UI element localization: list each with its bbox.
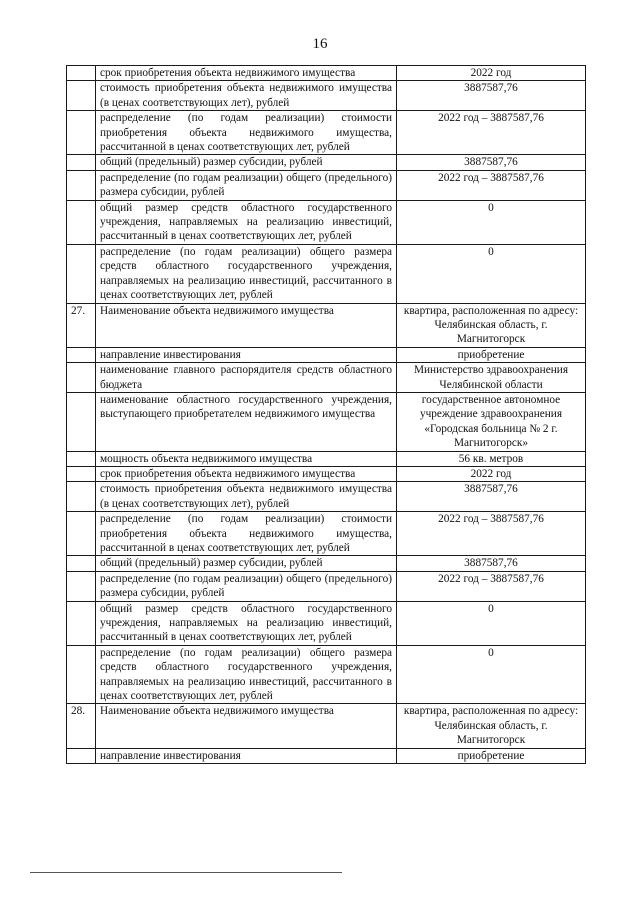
row-number [67,66,96,81]
row-number [67,244,96,303]
table-row [67,392,586,451]
row-number [67,482,96,512]
parameter-value: 3887587,76 [397,482,586,512]
table-row [67,155,586,170]
table-row [67,645,586,704]
parameter-name: Наименование объекта недвижимого имущества [96,303,397,347]
parameter-name: общий (предельный) размер субсидии, рублей [96,556,397,571]
row-number [67,155,96,170]
table-row [67,347,586,362]
row-number [67,200,96,244]
row-number [67,556,96,571]
row-number [67,392,96,451]
parameter-value: 3887587,76 [397,556,586,571]
table-row [67,200,586,244]
parameter-value: 2022 год [397,66,586,81]
parameter-value: 2022 год – 3887587,76 [397,512,586,556]
parameter-value: государственное автономное учреждение здравоохранения «Городская больница № 2 г. Магнитогорск» [397,392,586,451]
parameter-value: 2022 год – 3887587,76 [397,571,586,601]
table-row [67,466,586,481]
table-row [67,704,586,748]
parameter-value: приобретение [397,748,586,763]
parameter-value: 2022 год [397,466,586,481]
parameter-name: распределение (по годам реализации) стоимости приобретения объекта недвижимого имущества, рассчитанной в ценах соответствующих лет, рублей [96,512,397,556]
parameter-value: 3887587,76 [397,155,586,170]
table-row [67,66,586,81]
row-number [67,347,96,362]
row-number [67,748,96,763]
parameter-value: 56 кв. метров [397,451,586,466]
parameter-value: 0 [397,645,586,704]
parameter-value: квартира, расположенная по адресу: Челябинская область, г. Магнитогорск [397,303,586,347]
row-number [67,111,96,155]
table-row [67,303,586,347]
row-number [67,363,96,393]
parameter-name: распределение (по годам реализации) общего размера средств областного государственного учреждения, направляемых на реализацию инвестиций, рассчитанного в ценах соответствующих лет, рублей [96,244,397,303]
table-row [67,244,586,303]
parameter-value: 2022 год – 3887587,76 [397,111,586,155]
parameter-value: 0 [397,200,586,244]
row-number [67,81,96,111]
parameter-name: срок приобретения объекта недвижимого имущества [96,466,397,481]
parameter-name: мощность объекта недвижимого имущества [96,451,397,466]
table-row [67,556,586,571]
parameter-name: общий размер средств областного государственного учреждения, направляемых на реализацию инвестиций, рассчитанный в ценах соответствующих лет, рублей [96,601,397,645]
table-row [67,748,586,763]
parameter-name: направление инвестирования [96,347,397,362]
row-number [67,571,96,601]
parameter-name: распределение (по годам реализации) общего (предельного) размера субсидии, рублей [96,170,397,200]
row-number: 27. [67,303,96,347]
parameter-name: распределение (по годам реализации) стоимости приобретения объекта недвижимого имущества, рассчитанной в ценах соответствующих лет, рублей [96,111,397,155]
page-number: 16 [312,36,328,52]
parameter-name: наименование областного государственного учреждения, выступающего приобретателем недвижимого имущества [96,392,397,451]
row-number [67,451,96,466]
parameter-name: общий (предельный) размер субсидии, рублей [96,155,397,170]
parameter-value: 2022 год – 3887587,76 [397,170,586,200]
table-row [67,482,586,512]
parameter-name: направление инвестирования [96,748,397,763]
parameter-name: срок приобретения объекта недвижимого имущества [96,66,397,81]
investment-table [66,65,586,764]
parameter-value: 3887587,76 [397,81,586,111]
parameter-name: общий размер средств областного государственного учреждения, направляемых на реализацию инвестиций, рассчитанный в ценах соответствующих лет, рублей [96,200,397,244]
row-number [67,645,96,704]
parameter-value: квартира, расположенная по адресу: Челябинская область, г. Магнитогорск [397,704,586,748]
table-row [67,451,586,466]
table-row [67,81,586,111]
table-row [67,111,586,155]
parameter-value: 0 [397,601,586,645]
parameter-value: 0 [397,244,586,303]
parameter-name: Наименование объекта недвижимого имущества [96,704,397,748]
table-row [67,571,586,601]
parameter-value: приобретение [397,347,586,362]
table-row [67,601,586,645]
parameter-name: стоимость приобретения объекта недвижимого имущества (в ценах соответствующих лет), рублей [96,482,397,512]
table-row [67,512,586,556]
row-number: 28. [67,704,96,748]
table-row [67,170,586,200]
parameter-name: распределение (по годам реализации) общего размера средств областного государственного учреждения, направляемых на реализацию инвестиций, рассчитанного в ценах соответствующих лет, рублей [96,645,397,704]
row-number [67,512,96,556]
parameter-value: Министерство здравоохранения Челябинской области [397,363,586,393]
table-row [67,363,586,393]
parameter-name: наименование главного распорядителя средств областного бюджета [96,363,397,393]
row-number [67,170,96,200]
parameter-name: распределение (по годам реализации) общего (предельного) размера субсидии, рублей [96,571,397,601]
row-number [67,601,96,645]
parameter-name: стоимость приобретения объекта недвижимого имущества (в ценах соответствующих лет), рублей [96,81,397,111]
page-bottom-divider [30,872,342,873]
row-number [67,466,96,481]
